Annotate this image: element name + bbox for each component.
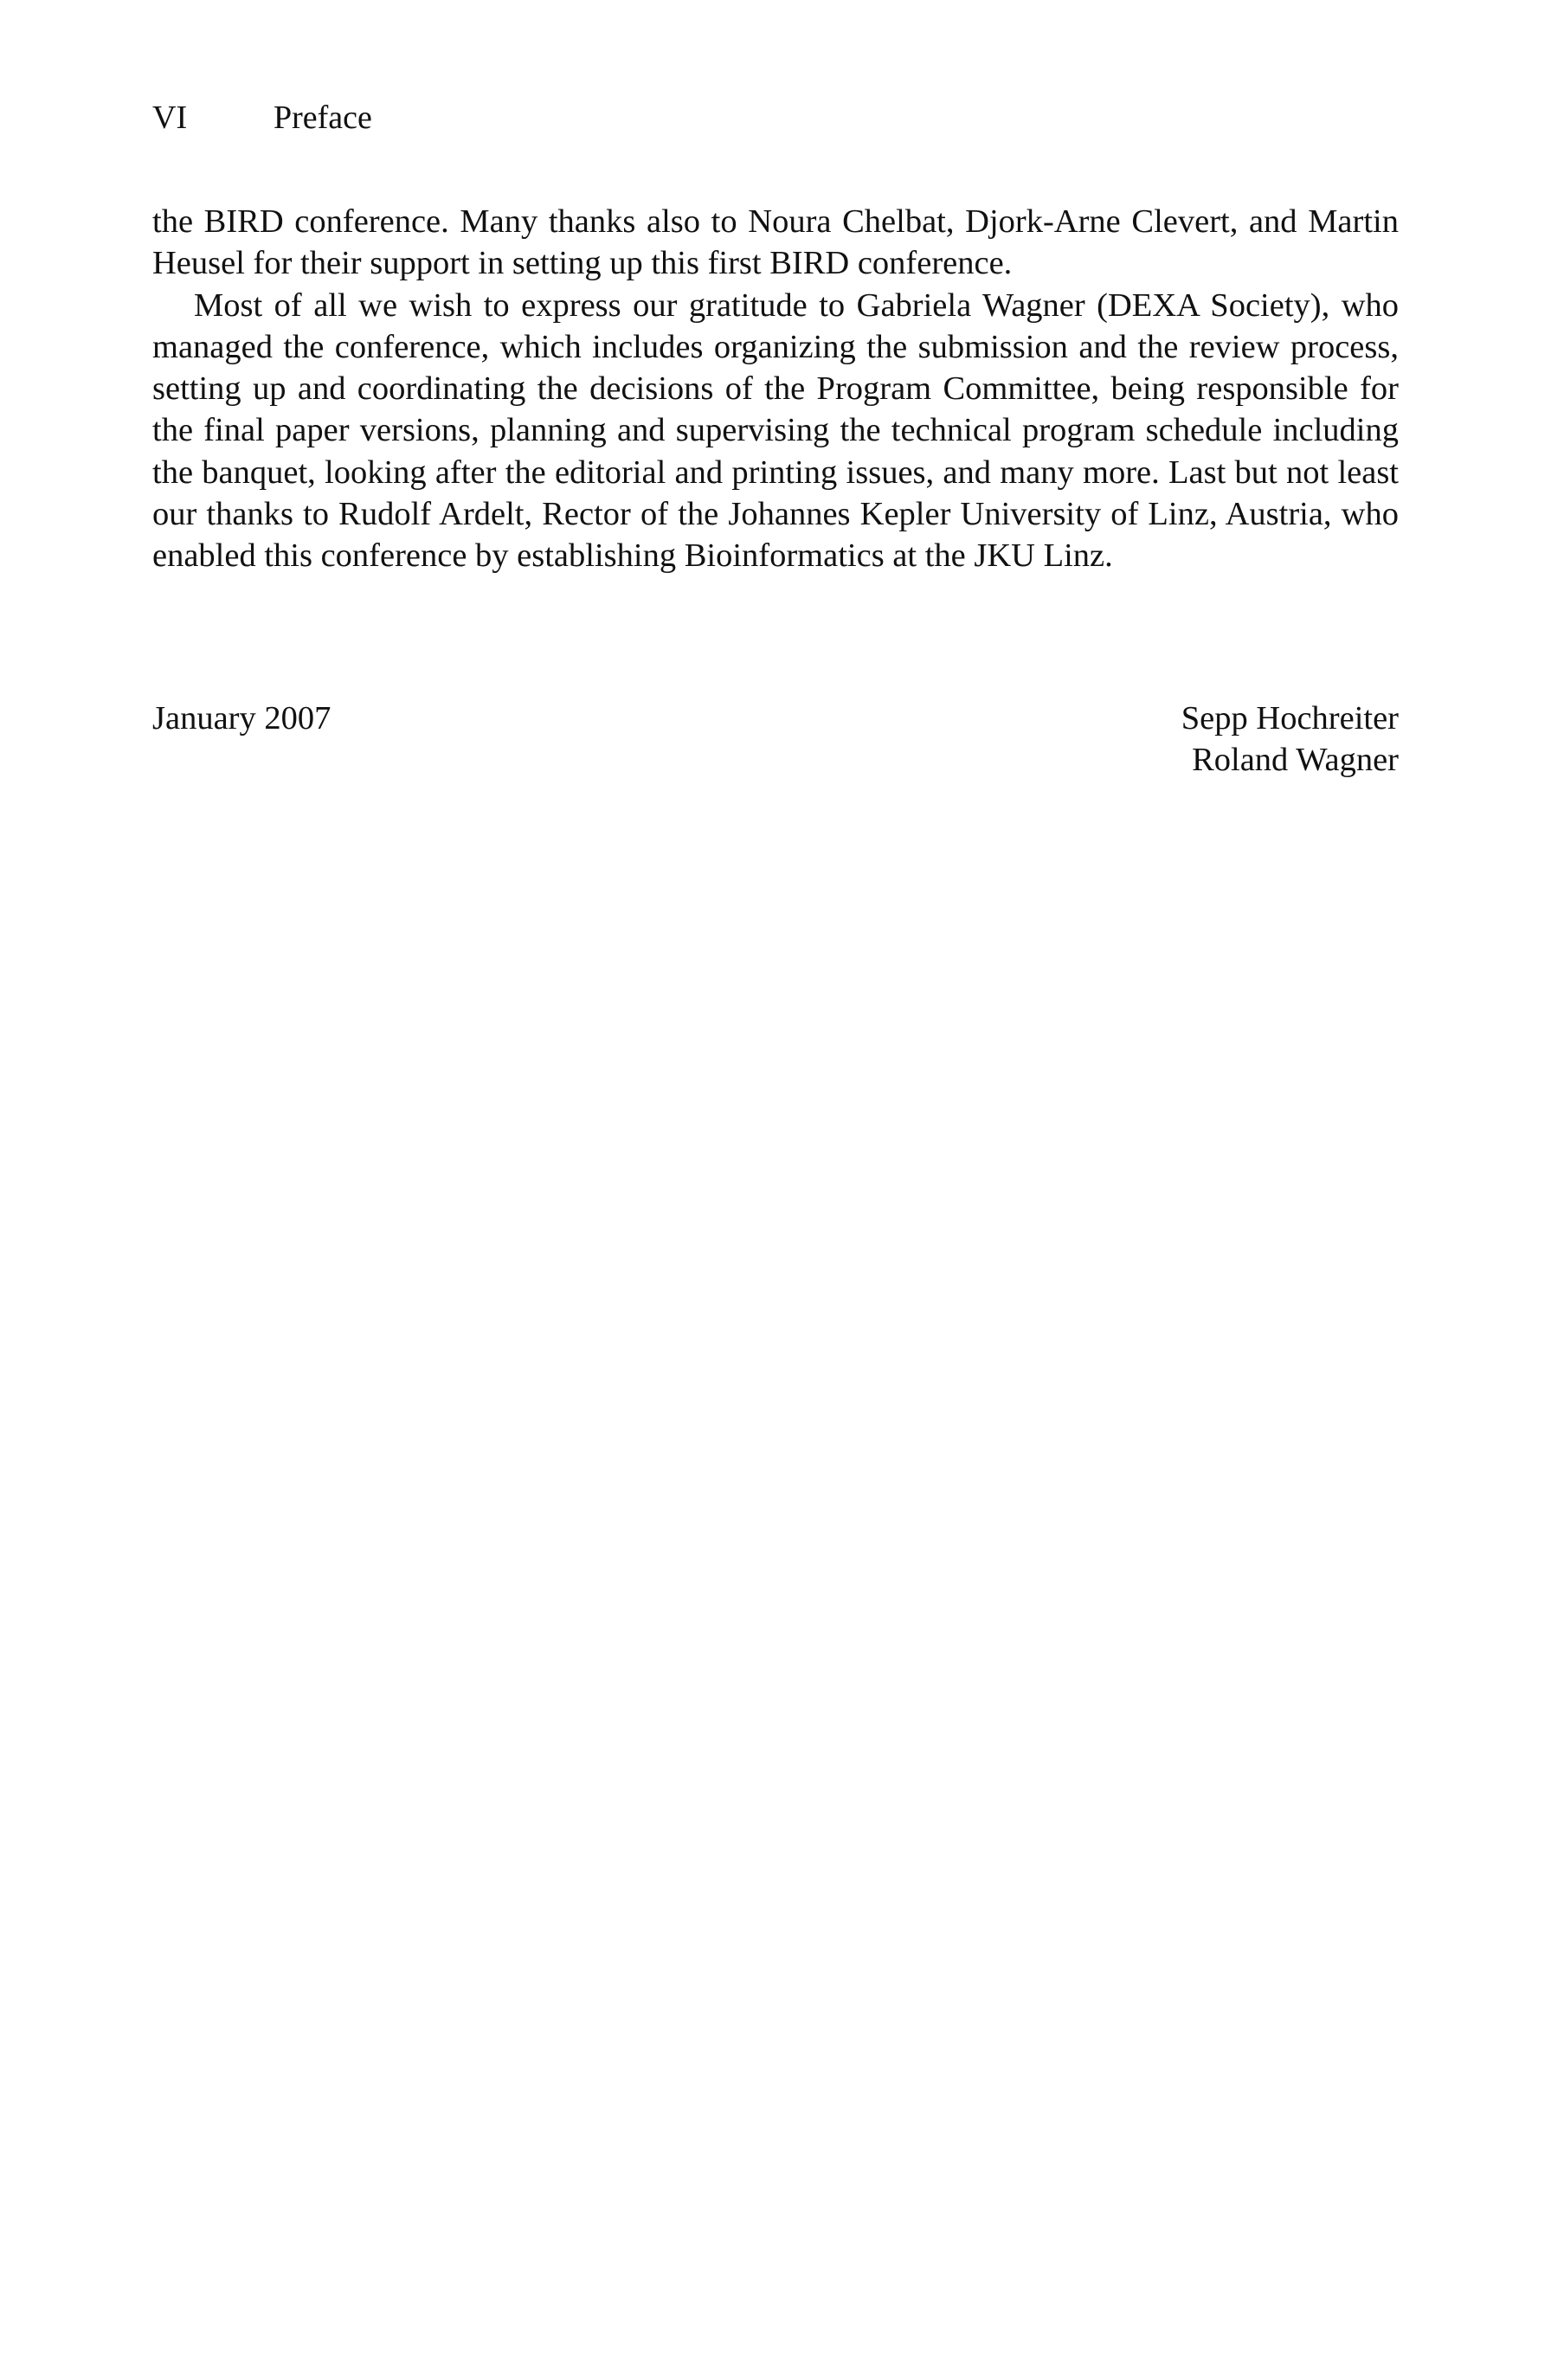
running-head [152, 97, 372, 138]
signer-name: Roland Wagner [1192, 742, 1399, 779]
preface-date: January 2007 [152, 700, 331, 737]
paragraph-continuation: the BIRD conference. Many thanks also to Noura Chelbat, Djork-Arne Clevert, and Martin Heusel for their support in setting up this first BIRD conference. [152, 203, 1399, 282]
signer-name: Sepp Hochreiter [1181, 700, 1399, 737]
paragraph-acknowledgements: Most of all we wish to express our gratitude to Gabriela Wagner (DEXA Society), who managed the conference, which includes organizing the submission and the review process, setting up and coordinating the decisions of the Program Committee, being responsible for the final paper versions, planning and supervising the technical program schedule including the banquet, looking after the editorial and printing issues, and many more. Last but not least our thanks to Rudolf Ardelt, Rector of the Johannes Kepler University of Linz, Austria, who enabled this conference by establishing Bioinformatics at the JKU Linz. [152, 286, 1399, 575]
section-title: Preface [274, 100, 372, 136]
page-number: VI [152, 100, 188, 136]
signers [1181, 698, 1399, 782]
preface-body [152, 201, 1399, 577]
